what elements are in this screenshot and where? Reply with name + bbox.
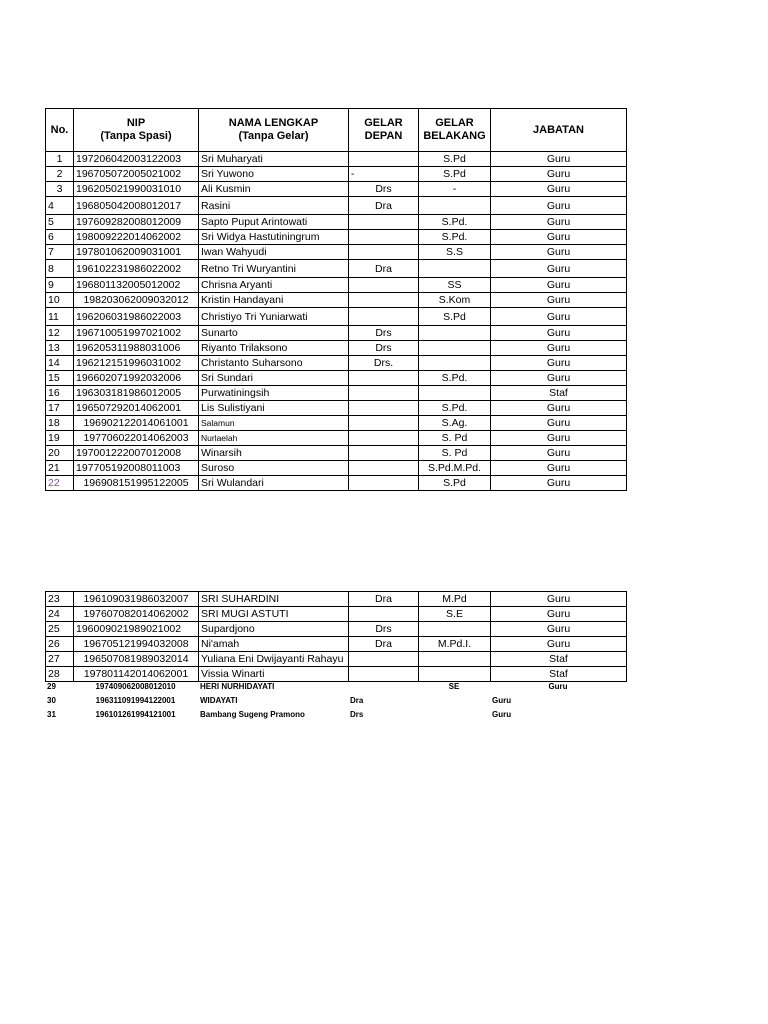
cell-no: 31 [47, 710, 56, 719]
cell-gelar-belakang: M.Pd [419, 592, 491, 607]
cell-gelar-belakang: S.Pd [419, 476, 491, 491]
cell-gelar-belakang: S.Pd. [419, 230, 491, 245]
cell-no: 28 [46, 667, 74, 682]
cell-gelar-depan: Dra [349, 637, 419, 652]
cell-jabatan: Guru [491, 401, 627, 416]
cell-nip: 197705192008011003 [74, 461, 199, 476]
cell-jabatan: Guru [491, 215, 627, 230]
table-row [46, 182, 627, 197]
table-row [46, 341, 627, 356]
cell-nama: Vissia Winarti [199, 667, 349, 682]
cell-nama: Yuliana Eni Dwijayanti Rahayu [199, 652, 349, 667]
cell-gelar-belakang: S.Pd [419, 308, 491, 326]
cell-gelar-belakang: S.Pd.M.Pd. [419, 461, 491, 476]
cell-nama: SRI SUHARDINI [199, 592, 349, 607]
cell-jabatan: Guru [491, 326, 627, 341]
header-nip: NIP (Tanpa Spasi) [74, 109, 199, 152]
cell-no: 14 [46, 356, 74, 371]
cell-nip: 198009222014062002 [74, 230, 199, 245]
cell-nama: Kristin Handayani [199, 293, 349, 308]
table-row [46, 607, 627, 622]
cell-no: 3 [46, 182, 74, 197]
table-row [46, 386, 627, 401]
table-row [46, 293, 627, 308]
table-row [46, 401, 627, 416]
cell-nip: 196507081989032014 [74, 652, 199, 667]
cell-no: 27 [46, 652, 74, 667]
cell-nama: Rasini [199, 197, 349, 215]
cell-jabatan: Guru [548, 682, 568, 691]
cell-nip: 196801132005012002 [74, 278, 199, 293]
cell-nama: Sri Yuwono [199, 167, 349, 182]
cell-nip: 196311091994122001 [95, 696, 176, 705]
cell-gelar-belakang: S. Pd [419, 446, 491, 461]
table-row [46, 371, 627, 386]
table-row [46, 215, 627, 230]
cell-nama: Lis Sulistiyani [199, 401, 349, 416]
cell-jabatan: Guru [491, 431, 627, 446]
cell-nip: 197706022014062003 [74, 431, 199, 446]
table-row [46, 652, 627, 667]
cell-gelar-belakang: S.Kom [419, 293, 491, 308]
table-row [45, 694, 626, 708]
cell-gelar-belakang: - [419, 182, 491, 197]
cell-nip: 197001222007012008 [74, 446, 199, 461]
cell-gelar-depan [349, 371, 419, 386]
table-row [46, 592, 627, 607]
cell-jabatan: Guru [491, 446, 627, 461]
cell-no: 6 [46, 230, 74, 245]
cell-jabatan: Guru [491, 356, 627, 371]
cell-nama: Sri Muharyati [199, 152, 349, 167]
cell-no: 16 [46, 386, 74, 401]
cell-jabatan: Staf [491, 652, 627, 667]
table-row [46, 278, 627, 293]
cell-gelar-depan [349, 652, 419, 667]
cell-nip: 198203062009032012 [74, 293, 199, 308]
cell-nama: Sri Widya Hastutiningrum [199, 230, 349, 245]
cell-nip: 196303181986012005 [74, 386, 199, 401]
header-gelar-belakang: GELAR BELAKANG [419, 109, 491, 152]
cell-gelar-belakang [419, 386, 491, 401]
cell-jabatan: Guru [491, 152, 627, 167]
cell-gelar-belakang [419, 197, 491, 215]
cell-jabatan: Guru [491, 416, 627, 431]
cell-no: 11 [46, 308, 74, 326]
cell-gelar-belakang [418, 694, 490, 708]
cell-no: 29 [47, 682, 56, 691]
cell-gelar-belakang [419, 260, 491, 278]
cell-jabatan: Guru [491, 341, 627, 356]
cell-gelar-depan [349, 431, 419, 446]
cell-gelar-depan [349, 245, 419, 260]
cell-nama: Winarsih [199, 446, 349, 461]
cell-gelar-depan: Drs. [349, 356, 419, 371]
cell-gelar-depan [349, 215, 419, 230]
cell-no: 1 [46, 152, 74, 167]
cell-gelar-depan [349, 607, 419, 622]
cell-nip: 196205021990031010 [74, 182, 199, 197]
cell-nama: Suroso [199, 461, 349, 476]
cell-gelar-depan [349, 401, 419, 416]
cell-jabatan: Guru [492, 710, 512, 719]
cell-no: 8 [46, 260, 74, 278]
cell-gelar-belakang [419, 356, 491, 371]
cell-nama: SRI MUGI ASTUTI [199, 607, 349, 622]
cell-nama: Christiyo Tri Yuniarwati [199, 308, 349, 326]
cell-gelar-belakang [419, 341, 491, 356]
table-row [46, 152, 627, 167]
table-row [45, 708, 626, 722]
staff-table-additional [45, 591, 627, 682]
table-row [46, 476, 627, 491]
staff-table-extra [45, 680, 626, 722]
cell-nama: Sapto Puput Arintowati [199, 215, 349, 230]
cell-no: 25 [46, 622, 74, 637]
cell-gelar-depan: Dra [350, 696, 364, 705]
cell-no: 15 [46, 371, 74, 386]
cell-nama: Sri Wulandari [199, 476, 349, 491]
cell-gelar-depan: Dra [349, 197, 419, 215]
cell-jabatan: Guru [491, 461, 627, 476]
table-row [46, 416, 627, 431]
cell-no: 5 [46, 215, 74, 230]
cell-no: 26 [46, 637, 74, 652]
cell-jabatan: Staf [491, 667, 627, 682]
cell-no: 2 [46, 167, 74, 182]
cell-nip: 197801142014062001 [74, 667, 199, 682]
cell-no: 18 [46, 416, 74, 431]
cell-nip: 196908151995122005 [74, 476, 199, 491]
cell-gelar-depan: Drs [349, 622, 419, 637]
cell-nama: Riyanto Trilaksono [199, 341, 349, 356]
header-gelar-depan: GELAR DEPAN [349, 109, 419, 152]
cell-nip: 196109031986032007 [74, 592, 199, 607]
cell-nip: 196705121994032008 [74, 637, 199, 652]
cell-gelar-depan [349, 416, 419, 431]
cell-nama: Purwatiningsih [199, 386, 349, 401]
cell-nip: 196205311988031006 [74, 341, 199, 356]
cell-gelar-belakang [418, 708, 490, 722]
cell-nama: Retno Tri Wuryantini [199, 260, 349, 278]
cell-gelar-depan [349, 386, 419, 401]
cell-no: 23 [46, 592, 74, 607]
cell-nip: 196009021989021002 [74, 622, 199, 637]
cell-jabatan: Guru [491, 637, 627, 652]
cell-gelar-belakang: S.Pd. [419, 371, 491, 386]
table-row [46, 260, 627, 278]
cell-nama: Supardjono [199, 622, 349, 637]
table-row [45, 680, 626, 694]
cell-nama: Chrisna Aryanti [199, 278, 349, 293]
cell-no: 13 [46, 341, 74, 356]
cell-nip: 196602071992032006 [74, 371, 199, 386]
cell-gelar-belakang: S.S [419, 245, 491, 260]
cell-nip: 197801062009031001 [74, 245, 199, 260]
table-row [46, 197, 627, 215]
cell-gelar-depan [348, 680, 418, 694]
table-header-row [46, 109, 627, 152]
cell-gelar-depan [349, 278, 419, 293]
cell-gelar-depan: Drs [349, 326, 419, 341]
cell-no: 17 [46, 401, 74, 416]
cell-nama: Ni'amah [199, 637, 349, 652]
cell-nip: 196705072005021002 [74, 167, 199, 182]
table-row [46, 446, 627, 461]
cell-jabatan: Guru [491, 197, 627, 215]
cell-no: 21 [46, 461, 74, 476]
cell-nip: 196212151996031002 [74, 356, 199, 371]
cell-gelar-belakang: S.Pd. [419, 401, 491, 416]
cell-gelar-belakang [419, 326, 491, 341]
table-row [46, 637, 627, 652]
cell-nama: WIDAYATI [200, 696, 238, 705]
staff-table-main [45, 108, 627, 491]
cell-gelar-belakang [419, 622, 491, 637]
cell-nip: 196101261994121001 [95, 710, 176, 719]
cell-jabatan: Guru [491, 592, 627, 607]
cell-gelar-depan: Drs [349, 341, 419, 356]
cell-gelar-depan [349, 308, 419, 326]
cell-jabatan: Guru [491, 278, 627, 293]
table-row [46, 230, 627, 245]
cell-gelar-depan: Dra [349, 592, 419, 607]
table-row [46, 431, 627, 446]
table-row [46, 167, 627, 182]
cell-no: 10 [46, 293, 74, 308]
header-no: No. [46, 109, 74, 152]
cell-gelar-depan: Dra [349, 260, 419, 278]
table-row [46, 326, 627, 341]
cell-gelar-depan: Drs [350, 710, 364, 719]
cell-nama: Iwan Wahyudi [199, 245, 349, 260]
table-row [46, 245, 627, 260]
cell-gelar-belakang: S. Pd [419, 431, 491, 446]
cell-no: 30 [47, 696, 56, 705]
cell-no: 24 [46, 607, 74, 622]
cell-nama: Bambang Sugeng Pramono [200, 710, 305, 719]
header-nama: NAMA LENGKAP (Tanpa Gelar) [199, 109, 349, 152]
cell-nama: Ali Kusmin [199, 182, 349, 197]
cell-gelar-depan [349, 152, 419, 167]
cell-nip: 196102231986022002 [74, 260, 199, 278]
cell-no: 22 [46, 476, 74, 491]
table-row [46, 356, 627, 371]
cell-nip: 196206031986022003 [74, 308, 199, 326]
cell-nama: HERI NURHIDAYATI [200, 682, 275, 691]
cell-no: 19 [46, 431, 74, 446]
cell-no: 7 [46, 245, 74, 260]
cell-jabatan: Guru [491, 476, 627, 491]
cell-gelar-depan [349, 461, 419, 476]
cell-jabatan: Guru [491, 260, 627, 278]
cell-nip: 196902122014061001 [74, 416, 199, 431]
cell-nama: Nurlaelah [199, 431, 349, 446]
cell-nip: 196507292014062001 [74, 401, 199, 416]
cell-gelar-depan [349, 446, 419, 461]
cell-gelar-belakang [419, 652, 491, 667]
cell-gelar-belakang: SE [448, 682, 460, 691]
cell-gelar-belakang: S.Pd [419, 167, 491, 182]
cell-gelar-depan: Drs [349, 182, 419, 197]
table-row [46, 461, 627, 476]
header-jabatan: JABATAN [491, 109, 627, 152]
cell-gelar-depan: - [349, 167, 419, 182]
cell-jabatan: Guru [492, 696, 512, 705]
cell-jabatan: Guru [491, 245, 627, 260]
cell-jabatan: Staf [491, 386, 627, 401]
cell-jabatan: Guru [491, 293, 627, 308]
cell-nama: Salamun [199, 416, 349, 431]
cell-jabatan: Guru [491, 308, 627, 326]
cell-nip: 197607082014062002 [74, 607, 199, 622]
cell-nama: Sri Sundari [199, 371, 349, 386]
cell-jabatan: Guru [491, 167, 627, 182]
cell-jabatan: Guru [491, 182, 627, 197]
cell-nip: 197206042003122003 [74, 152, 199, 167]
cell-gelar-depan [349, 476, 419, 491]
cell-no: 9 [46, 278, 74, 293]
cell-gelar-belakang: S.Pd [419, 152, 491, 167]
cell-jabatan: Guru [491, 230, 627, 245]
cell-jabatan: Guru [491, 607, 627, 622]
cell-gelar-belakang: SS [419, 278, 491, 293]
cell-gelar-depan [349, 293, 419, 308]
cell-nama: Sunarto [199, 326, 349, 341]
table-row [46, 622, 627, 637]
cell-gelar-belakang: S.Pd. [419, 215, 491, 230]
cell-gelar-belakang: S.E [419, 607, 491, 622]
cell-no: 20 [46, 446, 74, 461]
cell-jabatan: Guru [491, 622, 627, 637]
cell-gelar-belakang: M.Pd.I. [419, 637, 491, 652]
table-row [46, 308, 627, 326]
cell-nama: Christanto Suharsono [199, 356, 349, 371]
cell-nip: 197609282008012009 [74, 215, 199, 230]
cell-jabatan: Guru [491, 371, 627, 386]
cell-nip: 197409062008012010 [95, 682, 176, 691]
cell-gelar-belakang: S.Ag. [419, 416, 491, 431]
cell-nip: 196710051997021002 [74, 326, 199, 341]
cell-gelar-depan [349, 230, 419, 245]
cell-no: 12 [46, 326, 74, 341]
cell-no: 4 [46, 197, 74, 215]
cell-nip: 196805042008012017 [74, 197, 199, 215]
